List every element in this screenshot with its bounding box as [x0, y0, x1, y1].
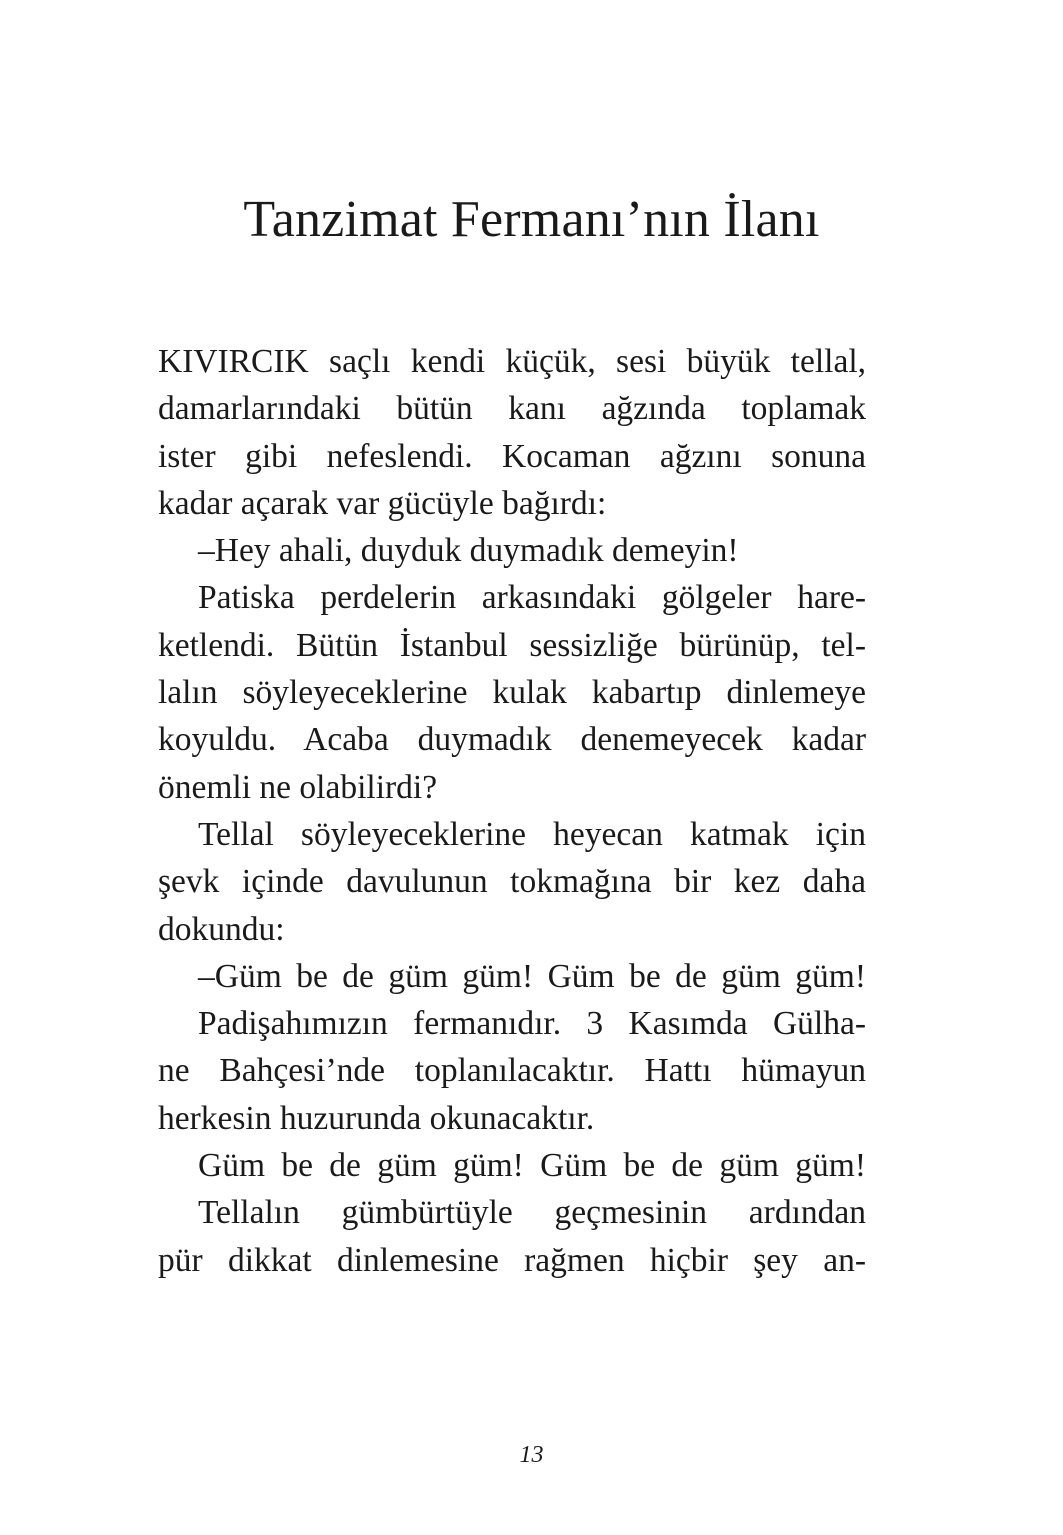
text-line: Padişahımızın fermanıdır. 3 Kasımda Gülha- [198, 1005, 866, 1043]
text-line: pür dikkat dinlemesine rağmen hiçbir şey an- [158, 1241, 866, 1279]
chapter-title: Tanzimat Fermanı’nın İlanı [243, 191, 820, 248]
text-line: dokundu: [158, 910, 285, 948]
text-line: Güm be de güm güm! Güm be de güm güm! [198, 1147, 866, 1185]
text-line: kadar açarak var gücüyle bağırdı: [158, 484, 607, 522]
text-line: Tellalın gümbürtüyle geçmesinin ardından [198, 1194, 866, 1232]
text-line: –Güm be de güm güm! Güm be de güm güm! [198, 957, 866, 995]
text-line: şevk içinde davulunun tokmağına bir kez daha [158, 863, 866, 901]
text-line: ne Bahçesi’nde toplanılacaktır. Hattı hümayun [158, 1052, 866, 1090]
text-line: önemli ne olabilirdi? [158, 768, 438, 806]
text-line: Tellal söyleyeceklerine heyecan katmak için [198, 815, 866, 853]
page-number: 13 [519, 1442, 544, 1468]
text-line: damarlarındaki bütün kanı ağzında toplamak [158, 390, 866, 428]
text-line: ketlendi. Bütün İstanbul sessizliğe bürünüp, tel- [158, 626, 866, 664]
text-line: koyuldu. Acaba duymadık denemeyecek kadar [158, 721, 866, 759]
text-line: KIVIRCIK saçlı kendi küçük, sesi büyük tellal, [158, 343, 866, 380]
body-text [158, 338, 866, 1284]
text-line: Patiska perdelerin arkasındaki gölgeler hare- [198, 579, 866, 617]
text-line: –Hey ahali, duyduk duymadık demeyin! [198, 532, 739, 570]
text-line: ister gibi nefeslendi. Kocaman ağzını sonuna [158, 437, 866, 475]
text-line: lalın söyleyeceklerine kulak kabartıp dinlemeye [158, 674, 866, 712]
text-line: herkesin huzurunda okunacaktır. [158, 1099, 595, 1137]
